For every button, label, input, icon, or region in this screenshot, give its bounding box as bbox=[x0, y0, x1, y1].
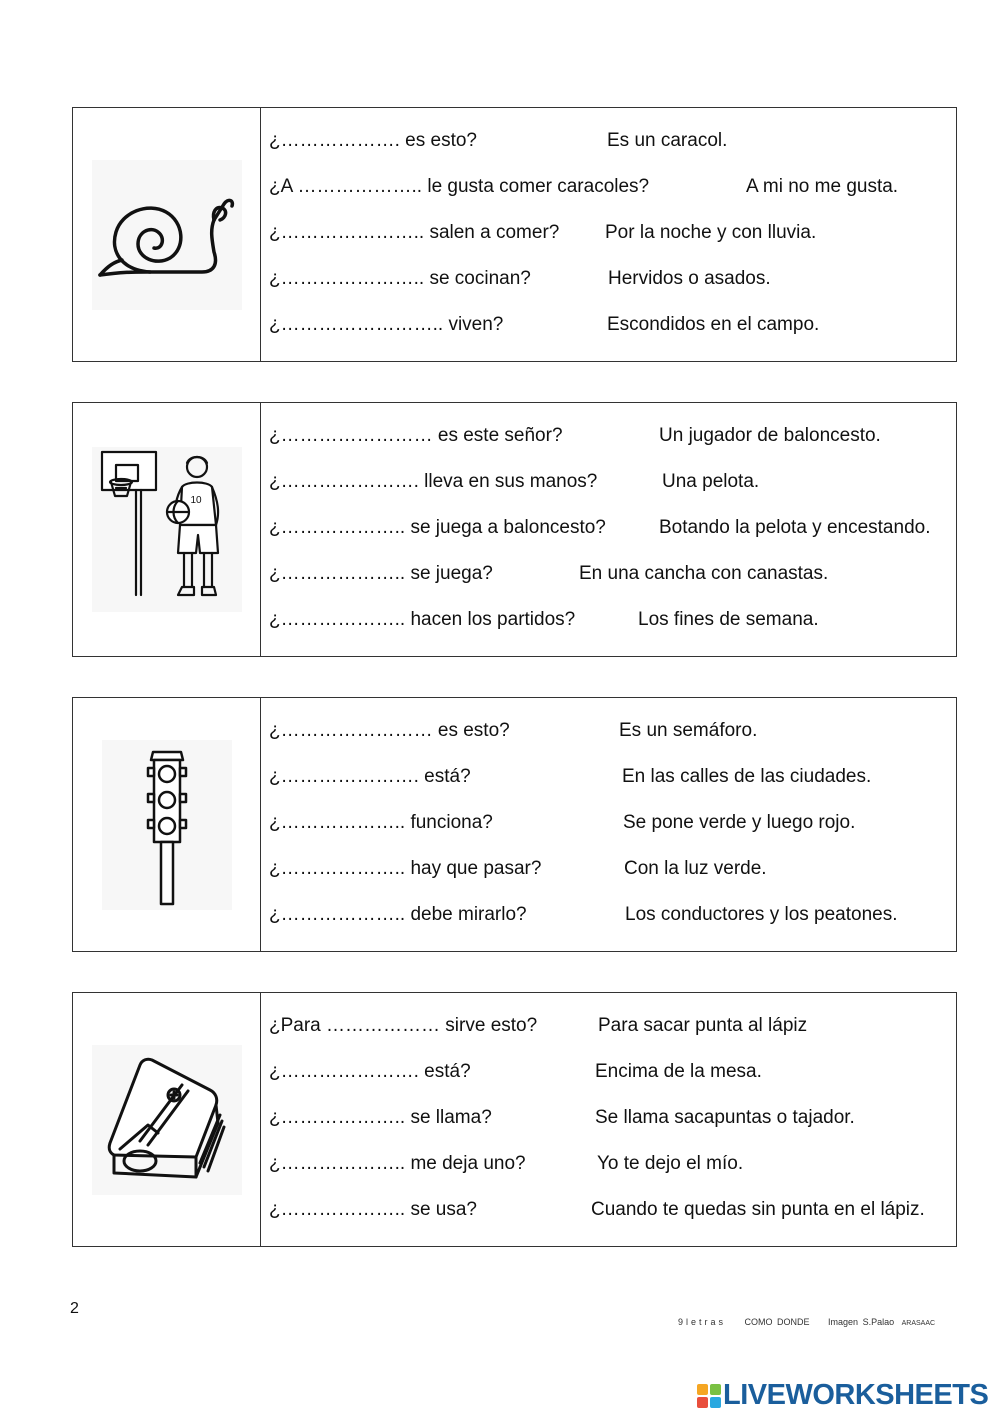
logo-mark-icon bbox=[697, 1384, 721, 1408]
answer-text: Hervidos o asados. bbox=[608, 268, 771, 289]
svg-text:10: 10 bbox=[189, 495, 202, 506]
qa-row bbox=[269, 1015, 956, 1045]
qa-row bbox=[269, 222, 956, 252]
image-cell bbox=[73, 403, 261, 656]
qa-row bbox=[269, 563, 956, 593]
question-text: ¿……………….. me deja uno? bbox=[269, 1153, 526, 1174]
question-text: ¿……………….. se juega a baloncesto? bbox=[269, 517, 606, 538]
question-card-sharpener bbox=[72, 992, 957, 1247]
answer-text: Los conductores y los peatones. bbox=[625, 904, 898, 925]
question-text: ¿………………….. se cocinan? bbox=[269, 268, 531, 289]
question-text: ¿…………………….. viven? bbox=[269, 314, 504, 335]
answer-text: En una cancha con canastas. bbox=[579, 563, 829, 584]
qa-row bbox=[269, 1153, 956, 1183]
answer-text: Es un caracol. bbox=[607, 130, 728, 151]
question-text: ¿………………….. salen a comer? bbox=[269, 222, 560, 243]
qa-row bbox=[269, 609, 956, 639]
qa-row bbox=[269, 268, 956, 298]
question-text: ¿……………….. funciona? bbox=[269, 812, 493, 833]
question-text: ¿………………. es esto? bbox=[269, 130, 477, 151]
answer-text: Es un semáforo. bbox=[619, 720, 758, 741]
qa-row bbox=[269, 1107, 956, 1137]
question-card-traffic-light bbox=[72, 697, 957, 952]
qa-cell bbox=[261, 698, 956, 951]
traffic-light-icon bbox=[102, 740, 232, 910]
credit-9letras: 9letras bbox=[678, 1317, 727, 1327]
qa-row bbox=[269, 904, 956, 934]
snail-icon bbox=[92, 160, 242, 310]
answer-text: Botando la pelota y encestando. bbox=[659, 517, 931, 538]
liveworksheets-logo[interactable] bbox=[697, 1379, 988, 1412]
question-card-snail bbox=[72, 107, 957, 362]
qa-cell bbox=[261, 993, 956, 1246]
qa-row bbox=[269, 425, 956, 455]
answer-text: Los fines de semana. bbox=[638, 609, 819, 630]
answer-text: Un jugador de baloncesto. bbox=[659, 425, 881, 446]
qa-row bbox=[269, 766, 956, 796]
answer-text: Con la luz verde. bbox=[624, 858, 767, 879]
question-text: ¿Para ……………… sirve esto? bbox=[269, 1015, 538, 1036]
answer-text: Encima de la mesa. bbox=[595, 1061, 762, 1082]
page-number: 2 bbox=[70, 1300, 79, 1317]
qa-row bbox=[269, 720, 956, 750]
image-cell bbox=[73, 993, 261, 1246]
answer-text: Se llama sacapuntas o tajador. bbox=[595, 1107, 855, 1128]
qa-cell bbox=[261, 403, 956, 656]
credits-line bbox=[678, 1317, 935, 1327]
image-cell bbox=[73, 698, 261, 951]
answer-text: Escondidos en el campo. bbox=[607, 314, 820, 335]
answer-text: Cuando te quedas sin punta en el lápiz. bbox=[591, 1199, 925, 1220]
question-text: ¿……………….. debe mirarlo? bbox=[269, 904, 527, 925]
question-text: ¿……………….. hay que pasar? bbox=[269, 858, 542, 879]
qa-row bbox=[269, 1199, 956, 1229]
question-text: ¿……………….. se juega? bbox=[269, 563, 493, 584]
question-text: ¿……………….. se llama? bbox=[269, 1107, 492, 1128]
question-text: ¿……………….. se usa? bbox=[269, 1199, 477, 1220]
basketball-player-icon bbox=[92, 447, 242, 612]
question-text: ¿…………………… es esto? bbox=[269, 720, 510, 741]
logo-text: LIVEWORKSHEETS bbox=[723, 1379, 989, 1411]
qa-row bbox=[269, 1061, 956, 1091]
answer-text: A mi no me gusta. bbox=[746, 176, 899, 197]
image-cell bbox=[73, 108, 261, 361]
credit-image: Imagen S.Palao bbox=[828, 1317, 895, 1327]
credit-arasaac: ARASAAC bbox=[901, 1320, 936, 1327]
question-text: ¿…………………. lleva en sus manos? bbox=[269, 471, 598, 492]
qa-row bbox=[269, 314, 956, 344]
qa-row bbox=[269, 471, 956, 501]
answer-text: En las calles de las ciudades. bbox=[622, 766, 872, 787]
question-text: ¿…………………. está? bbox=[269, 1061, 471, 1082]
answer-text: Yo te dejo el mío. bbox=[597, 1153, 744, 1174]
question-text: ¿…………………. está? bbox=[269, 766, 471, 787]
answer-text: Por la noche y con lluvia. bbox=[605, 222, 817, 243]
question-text: ¿…………………… es este señor? bbox=[269, 425, 563, 446]
qa-row bbox=[269, 858, 956, 888]
qa-row bbox=[269, 130, 956, 160]
question-card-basketball bbox=[72, 402, 957, 657]
question-text: ¿A ……………….. le gusta comer caracoles? bbox=[269, 176, 650, 197]
credit-como-donde: COMO DONDE bbox=[744, 1317, 810, 1327]
qa-cell bbox=[261, 108, 956, 361]
answer-text: Para sacar punta al lápiz bbox=[598, 1015, 808, 1036]
question-text: ¿……………….. hacen los partidos? bbox=[269, 609, 576, 630]
pencil-sharpener-icon bbox=[92, 1045, 242, 1195]
answer-text: Una pelota. bbox=[662, 471, 760, 492]
qa-row bbox=[269, 812, 956, 842]
qa-row bbox=[269, 517, 956, 547]
qa-row bbox=[269, 176, 956, 206]
answer-text: Se pone verde y luego rojo. bbox=[623, 812, 856, 833]
